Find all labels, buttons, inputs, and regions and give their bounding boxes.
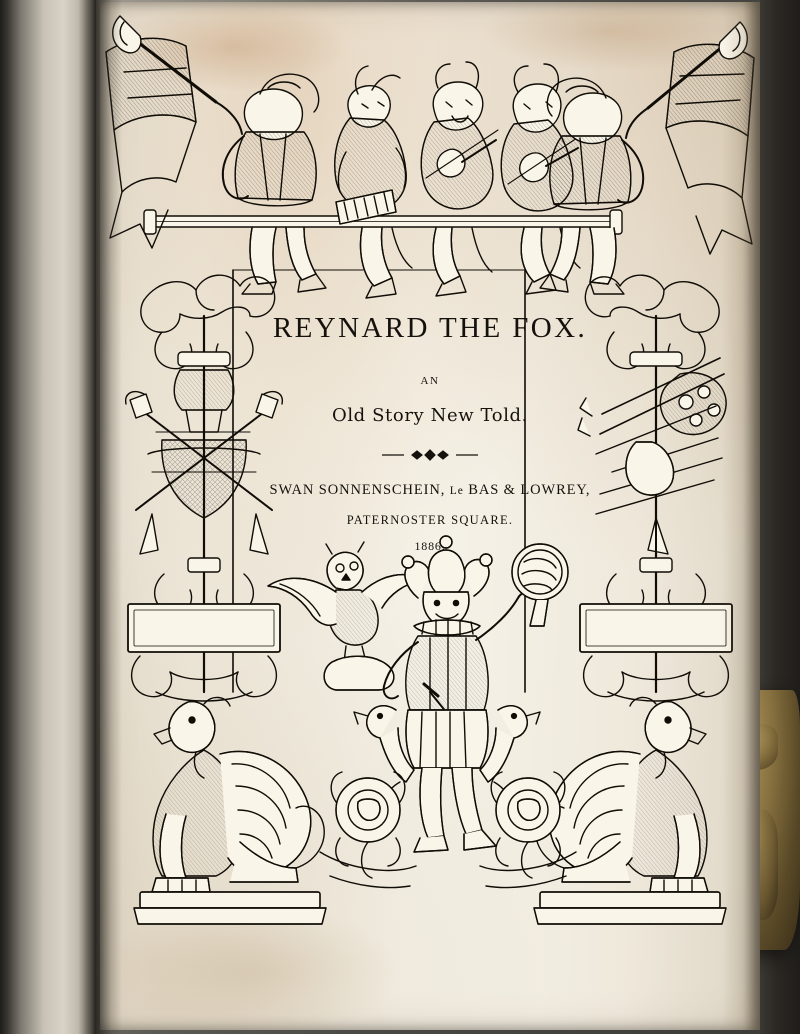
page-title: REYNARD THE FOX. bbox=[272, 312, 588, 344]
publisher-address: PATERNOSTER SQUARE. bbox=[346, 513, 514, 527]
griffin-left bbox=[134, 697, 326, 924]
publisher-name-3: BAS & LOWREY, bbox=[468, 482, 591, 498]
ornament-divider bbox=[382, 448, 478, 460]
hand-mirror bbox=[512, 544, 568, 626]
publication-year: 1886. bbox=[414, 539, 446, 553]
publisher bbox=[250, 482, 610, 499]
title-block bbox=[250, 312, 610, 554]
trumpeter-left bbox=[106, 16, 326, 294]
title-page-paper bbox=[100, 2, 760, 1030]
griffin-right bbox=[534, 697, 726, 924]
publisher-name-2: Le bbox=[449, 485, 464, 497]
an-label: AN bbox=[420, 375, 440, 387]
boar-musician bbox=[421, 62, 498, 296]
base-foliage bbox=[320, 852, 576, 888]
owl bbox=[268, 542, 422, 690]
owl-piper bbox=[335, 66, 412, 298]
trumpeter-right bbox=[540, 22, 754, 294]
publisher-name-1: SWAN SONNENSCHEIN, bbox=[269, 482, 446, 498]
subtitle: Old Story New Told. bbox=[331, 405, 529, 426]
facing-page-edge bbox=[0, 0, 96, 1034]
